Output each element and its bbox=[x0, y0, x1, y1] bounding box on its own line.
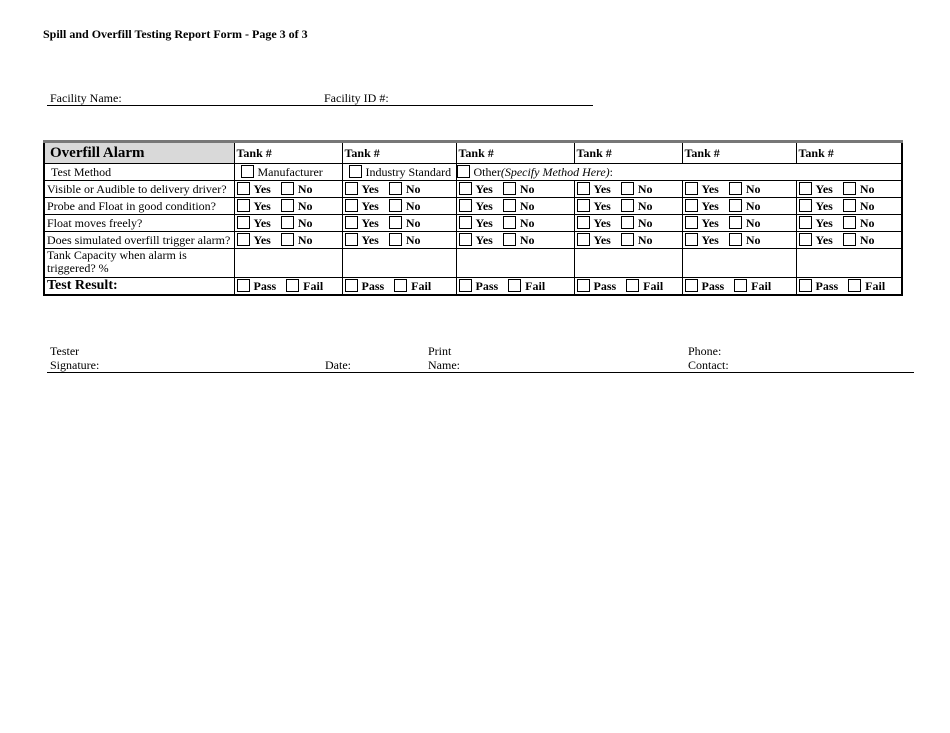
q2-no-1-checkbox[interactable] bbox=[389, 216, 402, 229]
fail-label: Fail bbox=[643, 278, 664, 293]
question-row bbox=[44, 232, 902, 249]
capacity-input[interactable] bbox=[682, 249, 796, 278]
result-pass-1-checkbox[interactable] bbox=[345, 279, 358, 292]
no-label: No bbox=[519, 198, 535, 213]
yes-label: Yes bbox=[701, 232, 719, 247]
no-label: No bbox=[745, 198, 761, 213]
q1-no-1-checkbox[interactable] bbox=[389, 199, 402, 212]
yes-label: Yes bbox=[475, 215, 493, 230]
no-label: No bbox=[519, 215, 535, 230]
no-label: No bbox=[637, 215, 653, 230]
signature-row bbox=[47, 344, 914, 373]
fail-label: Fail bbox=[525, 278, 546, 293]
question-label: Visible or Audible to delivery driver? bbox=[44, 181, 234, 198]
yes-label: Yes bbox=[253, 215, 271, 230]
date-label: Date: bbox=[325, 358, 351, 372]
q0-no-3-checkbox[interactable] bbox=[621, 182, 634, 195]
q3-yes-2-checkbox[interactable] bbox=[459, 233, 472, 246]
q1-yes-4-checkbox[interactable] bbox=[685, 199, 698, 212]
q1-no-0-checkbox[interactable] bbox=[281, 199, 294, 212]
q2-yes-0-checkbox[interactable] bbox=[237, 216, 250, 229]
q0-no-0-checkbox[interactable] bbox=[281, 182, 294, 195]
tank-number-header: Tank # bbox=[234, 142, 342, 164]
yes-label: Yes bbox=[701, 215, 719, 230]
result-fail-5-checkbox[interactable] bbox=[848, 279, 861, 292]
result-pass-2-checkbox[interactable] bbox=[459, 279, 472, 292]
yes-label: Yes bbox=[593, 232, 611, 247]
result-fail-4-checkbox[interactable] bbox=[734, 279, 747, 292]
capacity-input[interactable] bbox=[796, 249, 902, 278]
question-label: Float moves freely? bbox=[44, 215, 234, 232]
q3-yes-1-checkbox[interactable] bbox=[345, 233, 358, 246]
q2-no-2-checkbox[interactable] bbox=[503, 216, 516, 229]
manufacturer-label: Manufacturer bbox=[257, 164, 323, 179]
capacity-input[interactable] bbox=[574, 249, 682, 278]
phone-label: Phone: bbox=[688, 344, 722, 358]
q3-no-5-checkbox[interactable] bbox=[843, 233, 856, 246]
yes-label: Yes bbox=[253, 181, 271, 196]
yes-label: Yes bbox=[593, 215, 611, 230]
capacity-input[interactable] bbox=[234, 249, 342, 278]
fail-label: Fail bbox=[751, 278, 772, 293]
manufacturer-checkbox[interactable] bbox=[241, 165, 254, 178]
q3-no-1-checkbox[interactable] bbox=[389, 233, 402, 246]
no-label: No bbox=[519, 232, 535, 247]
q3-yes-4-checkbox[interactable] bbox=[685, 233, 698, 246]
industry-standard-checkbox[interactable] bbox=[349, 165, 362, 178]
facility-id-label: Facility ID #: bbox=[324, 91, 389, 105]
yes-label: Yes bbox=[475, 198, 493, 213]
q0-no-5-checkbox[interactable] bbox=[843, 182, 856, 195]
yes-label: Yes bbox=[593, 181, 611, 196]
tester-label: Tester bbox=[50, 344, 80, 358]
no-label: No bbox=[859, 215, 875, 230]
q2-yes-4-checkbox[interactable] bbox=[685, 216, 698, 229]
q0-no-1-checkbox[interactable] bbox=[389, 182, 402, 195]
no-label: No bbox=[297, 232, 313, 247]
no-label: No bbox=[637, 232, 653, 247]
test-result-label: Test Result: bbox=[44, 278, 234, 296]
no-label: No bbox=[519, 181, 535, 196]
yes-label: Yes bbox=[361, 215, 379, 230]
q2-yes-3-checkbox[interactable] bbox=[577, 216, 590, 229]
test-method-label: Test Method bbox=[44, 164, 234, 181]
form-title: Spill and Overfill Testing Report Form - Page 3 of 3 bbox=[43, 27, 308, 41]
q1-yes-1-checkbox[interactable] bbox=[345, 199, 358, 212]
q0-yes-3-checkbox[interactable] bbox=[577, 182, 590, 195]
q0-yes-1-checkbox[interactable] bbox=[345, 182, 358, 195]
no-label: No bbox=[297, 198, 313, 213]
tank-number-header: Tank # bbox=[574, 142, 682, 164]
pass-label: Pass bbox=[701, 278, 725, 293]
q1-yes-5-checkbox[interactable] bbox=[799, 199, 812, 212]
q2-no-0-checkbox[interactable] bbox=[281, 216, 294, 229]
facility-name-label: Facility Name: bbox=[50, 91, 122, 105]
q1-yes-3-checkbox[interactable] bbox=[577, 199, 590, 212]
yes-label: Yes bbox=[815, 198, 833, 213]
pass-label: Pass bbox=[361, 278, 385, 293]
test-result-row bbox=[44, 278, 902, 296]
tank-number-header: Tank # bbox=[682, 142, 796, 164]
fail-label: Fail bbox=[411, 278, 432, 293]
yes-label: Yes bbox=[815, 215, 833, 230]
no-label: No bbox=[859, 181, 875, 196]
question-label: Does simulated overfill trigger alarm? bbox=[44, 232, 234, 249]
question-row bbox=[44, 215, 902, 232]
result-pass-4-checkbox[interactable] bbox=[685, 279, 698, 292]
no-label: No bbox=[859, 198, 875, 213]
yes-label: Yes bbox=[253, 232, 271, 247]
pass-label: Pass bbox=[475, 278, 499, 293]
no-label: No bbox=[405, 215, 421, 230]
q0-yes-2-checkbox[interactable] bbox=[459, 182, 472, 195]
no-label: No bbox=[297, 181, 313, 196]
yes-label: Yes bbox=[253, 198, 271, 213]
q1-no-3-checkbox[interactable] bbox=[621, 199, 634, 212]
pass-label: Pass bbox=[593, 278, 617, 293]
tank-number-header: Tank # bbox=[796, 142, 902, 164]
no-label: No bbox=[745, 181, 761, 196]
capacity-input[interactable] bbox=[456, 249, 574, 278]
tester-signature-label: Signature: bbox=[50, 358, 100, 372]
yes-label: Yes bbox=[475, 232, 493, 247]
q2-yes-1-checkbox[interactable] bbox=[345, 216, 358, 229]
other-method-colon: : bbox=[609, 164, 614, 179]
q2-no-3-checkbox[interactable] bbox=[621, 216, 634, 229]
no-label: No bbox=[745, 232, 761, 247]
capacity-label: Tank Capacity when alarm is triggered? % bbox=[44, 249, 234, 278]
yes-label: Yes bbox=[815, 181, 833, 196]
yes-label: Yes bbox=[815, 232, 833, 247]
yes-label: Yes bbox=[701, 181, 719, 196]
no-label: No bbox=[405, 198, 421, 213]
result-fail-2-checkbox[interactable] bbox=[508, 279, 521, 292]
q0-yes-4-checkbox[interactable] bbox=[685, 182, 698, 195]
q2-yes-2-checkbox[interactable] bbox=[459, 216, 472, 229]
q1-no-2-checkbox[interactable] bbox=[503, 199, 516, 212]
tank-number-header: Tank # bbox=[342, 142, 456, 164]
question-label: Probe and Float in good condition? bbox=[44, 198, 234, 215]
q3-no-3-checkbox[interactable] bbox=[621, 233, 634, 246]
q3-yes-5-checkbox[interactable] bbox=[799, 233, 812, 246]
q2-no-5-checkbox[interactable] bbox=[843, 216, 856, 229]
q1-no-4-checkbox[interactable] bbox=[729, 199, 742, 212]
q0-yes-5-checkbox[interactable] bbox=[799, 182, 812, 195]
print-name-label: Name: bbox=[428, 358, 460, 372]
contact-label: Contact: bbox=[688, 358, 729, 372]
test-method-row bbox=[44, 164, 902, 181]
no-label: No bbox=[745, 215, 761, 230]
no-label: No bbox=[297, 215, 313, 230]
header-row bbox=[44, 142, 902, 164]
q0-yes-0-checkbox[interactable] bbox=[237, 182, 250, 195]
q1-yes-2-checkbox[interactable] bbox=[459, 199, 472, 212]
q3-no-0-checkbox[interactable] bbox=[281, 233, 294, 246]
result-pass-3-checkbox[interactable] bbox=[577, 279, 590, 292]
yes-label: Yes bbox=[361, 198, 379, 213]
overfill-alarm-table bbox=[43, 140, 903, 296]
q1-no-5-checkbox[interactable] bbox=[843, 199, 856, 212]
result-fail-0-checkbox[interactable] bbox=[286, 279, 299, 292]
industry-standard-label: Industry Standard bbox=[365, 164, 452, 179]
tank-number-header: Tank # bbox=[456, 142, 574, 164]
yes-label: Yes bbox=[361, 181, 379, 196]
result-fail-1-checkbox[interactable] bbox=[394, 279, 407, 292]
pass-label: Pass bbox=[815, 278, 839, 293]
capacity-row bbox=[44, 249, 902, 278]
facility-row bbox=[47, 90, 593, 106]
result-pass-5-checkbox[interactable] bbox=[799, 279, 812, 292]
fail-label: Fail bbox=[303, 278, 324, 293]
pass-label: Pass bbox=[253, 278, 277, 293]
q2-yes-5-checkbox[interactable] bbox=[799, 216, 812, 229]
q2-no-4-checkbox[interactable] bbox=[729, 216, 742, 229]
q0-no-2-checkbox[interactable] bbox=[503, 182, 516, 195]
section-title: Overfill Alarm bbox=[44, 142, 234, 164]
no-label: No bbox=[405, 232, 421, 247]
q3-yes-0-checkbox[interactable] bbox=[237, 233, 250, 246]
question-row bbox=[44, 181, 902, 198]
q1-yes-0-checkbox[interactable] bbox=[237, 199, 250, 212]
q3-yes-3-checkbox[interactable] bbox=[577, 233, 590, 246]
no-label: No bbox=[405, 181, 421, 196]
q3-no-4-checkbox[interactable] bbox=[729, 233, 742, 246]
no-label: No bbox=[859, 232, 875, 247]
no-label: No bbox=[637, 198, 653, 213]
other-method-hint: (Specify Method Here) bbox=[500, 164, 610, 179]
q3-no-2-checkbox[interactable] bbox=[503, 233, 516, 246]
q0-no-4-checkbox[interactable] bbox=[729, 182, 742, 195]
yes-label: Yes bbox=[593, 198, 611, 213]
other-method-checkbox[interactable] bbox=[457, 165, 470, 178]
yes-label: Yes bbox=[361, 232, 379, 247]
print-label: Print bbox=[428, 344, 452, 358]
yes-label: Yes bbox=[475, 181, 493, 196]
result-fail-3-checkbox[interactable] bbox=[626, 279, 639, 292]
other-method-label: Other bbox=[473, 164, 501, 179]
yes-label: Yes bbox=[701, 198, 719, 213]
capacity-input[interactable] bbox=[342, 249, 456, 278]
result-pass-0-checkbox[interactable] bbox=[237, 279, 250, 292]
fail-label: Fail bbox=[865, 278, 886, 293]
question-row bbox=[44, 198, 902, 215]
no-label: No bbox=[637, 181, 653, 196]
